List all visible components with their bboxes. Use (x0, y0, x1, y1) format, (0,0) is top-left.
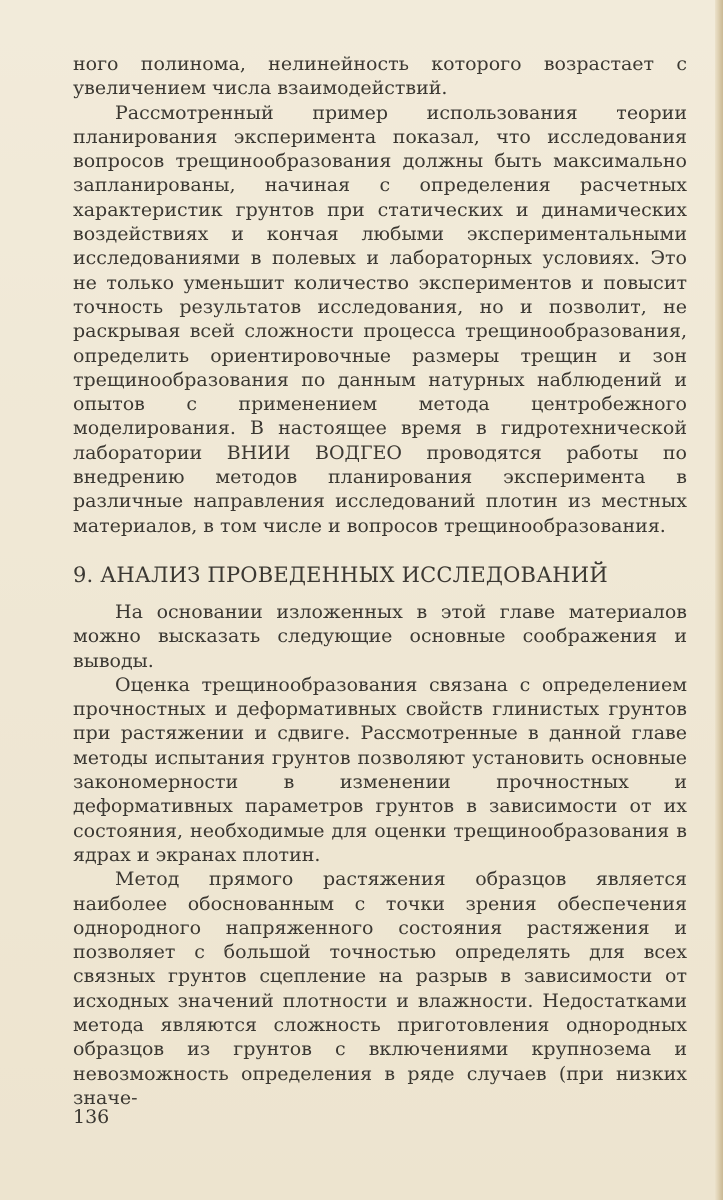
paragraph-planning-example: Рассмотренный пример использования теории планирования эксперимента показал, что исследования вопросов трещинообразования должны быть максимально запланированы, начиная с определения расчетных характеристик грунтов при статических и динамических воздействиях и кончая любыми экспериментальными исследованиями в полевых и лабораторных условиях. Это не только уменьшит количество экспериментов и повысит точность результатов исследования, но и позволит, не раскрывая всей сложности процесса трещинообразования, определить ориентировочные размеры трещин и зон трещинообразования по данным натурных наблюдений и опытов с применением метода центробежного моделирования. В настоящее время в гидротехнической лаборатории ВНИИ ВОДГЕО проводятся работы по внедрению методов планирования эксперимента в различные направления исследований плотин из местных материалов, в том числе и вопросов трещинообразования. (73, 101, 687, 537)
section-heading: 9. АНАЛИЗ ПРОВЕДЕННЫХ ИССЛЕДОВАНИЙ (73, 562, 608, 587)
paragraph-crack-assessment: Оценка трещинообразования связана с определением прочностных и деформативных свойств глинистых грунтов при растяжении и сдвиге. Рассмотренные в данной главе методы испытания грунтов позволяют установить основные закономерности в изменении прочностных и деформативных параметров грунтов в зависимости от их состояния, необходимые для оценки трещинообразования в ядрах и экранах плотин. (73, 673, 687, 866)
page-text (73, 52, 687, 1110)
page-number: 136 (73, 1106, 110, 1128)
paragraph-continuation: ного полинома, нелинейность которого возрастает с увеличением числа взаимодействий. (73, 53, 687, 100)
paragraph-conclusions-intro: На основании изложенных в этой главе материалов можно высказать следующие основные соображения и выводы. (73, 600, 687, 672)
page-edge-shadow (715, 0, 723, 1200)
paragraph-direct-tension-method: Метод прямого растяжения образцов является наиболее обоснованным с точки зрения обеспечения однородного напряженного состояния растяжения и позволяет с большой точностью определять для всех связных грунтов сцепление на разрыв в зависимости от исходных значений плотности и влажности. Недостатками метода являются сложность приготовления однородных образцов из грунтов с включениями крупнозема и невозможность определения в ряде случаев (при низких значе- (73, 868, 687, 1109)
